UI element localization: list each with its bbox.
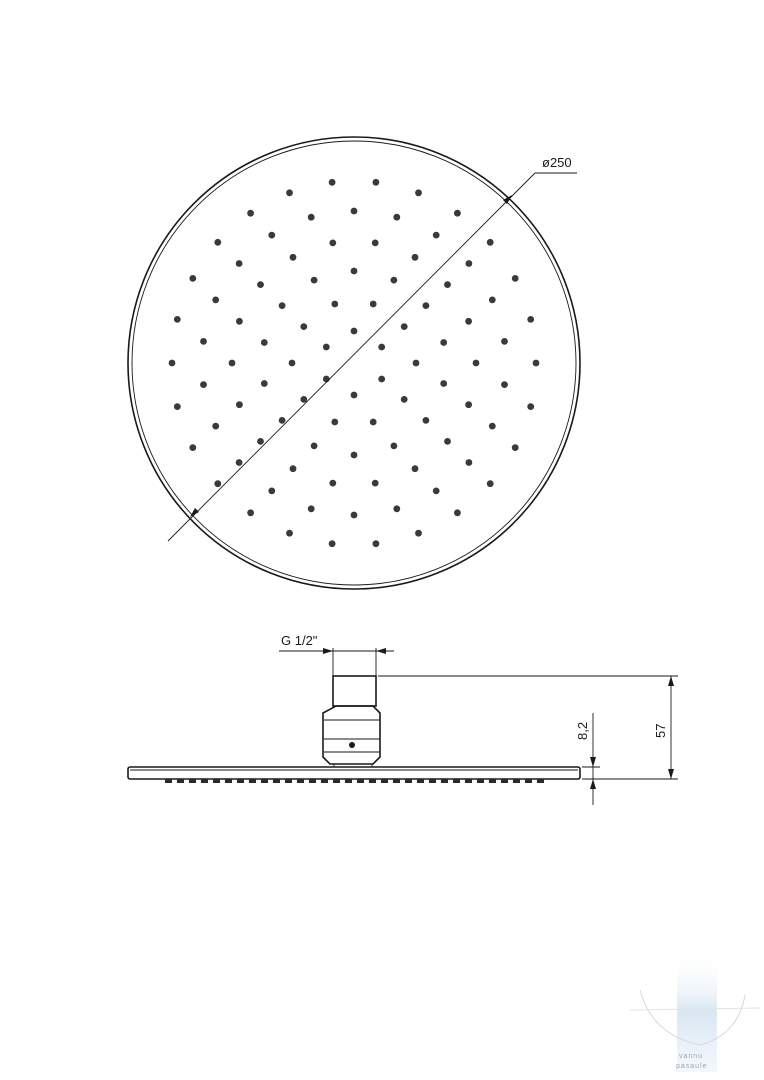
nozzle-dot xyxy=(169,360,176,367)
nozzle-dot xyxy=(370,419,377,426)
nozzle-dot xyxy=(393,214,400,221)
nozzle-dot xyxy=(200,381,207,388)
nozzle-dot xyxy=(261,380,268,387)
nozzle-dot xyxy=(247,210,254,217)
nozzle-dot xyxy=(286,530,293,537)
nozzle-dot xyxy=(289,360,296,367)
top-view xyxy=(128,137,580,589)
nozzle-dot xyxy=(189,275,196,282)
nozzle-dot xyxy=(214,480,221,487)
nozzle-dot xyxy=(351,452,358,459)
plate-nozzle xyxy=(189,779,196,783)
plate-nozzle xyxy=(273,779,280,783)
nozzle-dot xyxy=(444,438,451,445)
plate-nozzle xyxy=(237,779,244,783)
plate-nozzle xyxy=(261,779,268,783)
nozzle-dot xyxy=(268,488,275,495)
plate-nozzle xyxy=(165,779,172,783)
nozzle-dot xyxy=(466,260,473,267)
nozzle-dot xyxy=(261,339,268,346)
nozzle-dot xyxy=(279,302,286,309)
plate-nozzle xyxy=(309,779,316,783)
plate-nozzle xyxy=(177,779,184,783)
plate-nozzle xyxy=(465,779,472,783)
nozzle-dot xyxy=(433,232,440,239)
nozzle-dot xyxy=(440,339,447,346)
nozzle-dot xyxy=(487,480,494,487)
nozzle-dot xyxy=(174,316,181,323)
nozzle-dot xyxy=(533,360,540,367)
plate-nozzle xyxy=(453,779,460,783)
plate-nozzle xyxy=(321,779,328,783)
nozzle-dot xyxy=(465,318,472,325)
nozzle-dot xyxy=(329,240,336,247)
plate-nozzle xyxy=(333,779,340,783)
nozzle-dot xyxy=(329,179,336,186)
nozzle-dot xyxy=(247,509,254,516)
nozzle-dot xyxy=(415,530,422,537)
plate-nozzle xyxy=(429,779,436,783)
height-arrow-bottom xyxy=(668,769,674,779)
nozzle-dot xyxy=(489,423,496,430)
nozzle-dot xyxy=(393,505,400,512)
nozzle-dot xyxy=(351,328,358,335)
nozzle-dot xyxy=(189,444,196,451)
nozzle-dot xyxy=(378,376,385,383)
nozzle-dot xyxy=(433,488,440,495)
nozzle-dot xyxy=(331,419,338,426)
nozzle-dot xyxy=(373,540,380,547)
nozzle-dot xyxy=(473,360,480,367)
nozzle-dot xyxy=(413,360,420,367)
plate-nozzle xyxy=(357,779,364,783)
thread-arrow-left xyxy=(323,648,333,654)
plate-nozzle xyxy=(441,779,448,783)
nozzle-dot xyxy=(412,254,419,261)
plate-thickness-label: 8,2 xyxy=(575,721,590,740)
plate-arrow-top xyxy=(590,757,596,767)
height-label: 57 xyxy=(653,723,668,738)
plate-nozzle xyxy=(285,779,292,783)
watermark-logo xyxy=(630,952,760,1072)
nozzle-dot xyxy=(391,277,398,284)
nozzle-dot xyxy=(440,380,447,387)
nozzle-dot xyxy=(257,438,264,445)
nozzle-dot xyxy=(501,381,508,388)
nozzle-dot xyxy=(351,512,358,519)
nozzle-dot xyxy=(512,444,519,451)
thread-label: G 1/2" xyxy=(281,633,318,648)
nozzle-dot xyxy=(236,318,243,325)
swivel-joint xyxy=(323,706,380,764)
connection-thread xyxy=(333,676,376,706)
nozzle-dot xyxy=(454,210,461,217)
nozzle-dot xyxy=(378,344,385,351)
nozzle-dot xyxy=(401,396,408,403)
nozzle-dot xyxy=(300,396,307,403)
plate-nozzle xyxy=(477,779,484,783)
nozzle-dot xyxy=(415,189,422,196)
plate-nozzle xyxy=(369,779,376,783)
nozzle-dot xyxy=(212,423,219,430)
nozzle-dot xyxy=(351,392,358,399)
plate-nozzle xyxy=(393,779,400,783)
nozzle-dot xyxy=(311,277,318,284)
nozzle-dot xyxy=(444,281,451,288)
nozzle-dot xyxy=(286,189,293,196)
nozzle-dot xyxy=(372,240,379,247)
nozzle-dot xyxy=(323,376,330,383)
nozzle-dot xyxy=(257,281,264,288)
plate-nozzle xyxy=(249,779,256,783)
nozzle-dot xyxy=(501,338,508,345)
nozzle-dot xyxy=(268,232,275,239)
height-dimension xyxy=(378,676,678,779)
plate-nozzle xyxy=(513,779,520,783)
plate-arrow-bottom xyxy=(590,779,596,789)
nozzle-dot xyxy=(373,179,380,186)
nozzle-dot xyxy=(329,480,336,487)
plate-nozzle xyxy=(489,779,496,783)
thread-arrow-right xyxy=(376,648,386,654)
plate-nozzle xyxy=(537,779,544,783)
nozzle-dot xyxy=(423,302,430,309)
plate-nozzle xyxy=(213,779,220,783)
nozzle-dot xyxy=(236,260,243,267)
nozzle-dot xyxy=(466,459,473,466)
nozzle-dot xyxy=(212,297,219,304)
nozzle-dot xyxy=(487,239,494,246)
diameter-arrow-lower xyxy=(190,508,199,517)
plate-nozzle xyxy=(501,779,508,783)
nozzle-dot xyxy=(290,465,297,472)
nozzle-dot xyxy=(290,254,297,261)
plate-nozzle xyxy=(345,779,352,783)
nozzle-dot xyxy=(174,403,181,410)
nozzle-dot xyxy=(279,417,286,424)
nozzle-dot xyxy=(323,344,330,351)
plate-nozzle xyxy=(417,779,424,783)
nozzle-dot xyxy=(372,480,379,487)
nozzle-dot xyxy=(308,505,315,512)
set-screw-icon xyxy=(349,742,355,748)
nozzle-dot xyxy=(214,239,221,246)
plate-nozzle xyxy=(381,779,388,783)
nozzle-dot xyxy=(489,297,496,304)
nozzle-dot xyxy=(308,214,315,221)
nozzle-dot xyxy=(200,338,207,345)
nozzle-pattern xyxy=(169,179,540,547)
nozzle-dot xyxy=(311,443,318,450)
nozzle-dot xyxy=(329,540,336,547)
watermark-line2: pasaule xyxy=(676,1063,708,1070)
side-view xyxy=(128,633,678,805)
nozzle-dot xyxy=(423,417,430,424)
nozzle-dot xyxy=(370,301,377,308)
nozzle-dot xyxy=(465,401,472,408)
watermark-line1: vannu xyxy=(679,1053,704,1060)
nozzle-dot xyxy=(412,465,419,472)
thread-dimension xyxy=(279,633,394,676)
nozzle-dot xyxy=(236,459,243,466)
nozzle-dot xyxy=(331,301,338,308)
plate-nozzle xyxy=(225,779,232,783)
nozzle-dot xyxy=(351,208,358,215)
nozzle-dot xyxy=(512,275,519,282)
nozzle-dot xyxy=(351,268,358,275)
nozzle-dot xyxy=(236,401,243,408)
nozzle-dot xyxy=(454,509,461,516)
plate-nozzle xyxy=(201,779,208,783)
plate-nozzle xyxy=(405,779,412,783)
plate-nozzle xyxy=(525,779,532,783)
nozzle-dot xyxy=(401,323,408,330)
nozzle-dot xyxy=(229,360,236,367)
shower-plate xyxy=(128,767,580,779)
nozzle-dot xyxy=(527,403,534,410)
nozzle-dot xyxy=(391,443,398,450)
nozzle-dot xyxy=(527,316,534,323)
plate-thickness-dimension xyxy=(575,713,600,805)
height-arrow-top xyxy=(668,676,674,686)
plate-nozzle xyxy=(297,779,304,783)
shower-head-outer-circle xyxy=(128,137,580,589)
diameter-line xyxy=(168,173,535,541)
nozzle-dot xyxy=(300,323,307,330)
diameter-label: ø250 xyxy=(542,155,572,170)
